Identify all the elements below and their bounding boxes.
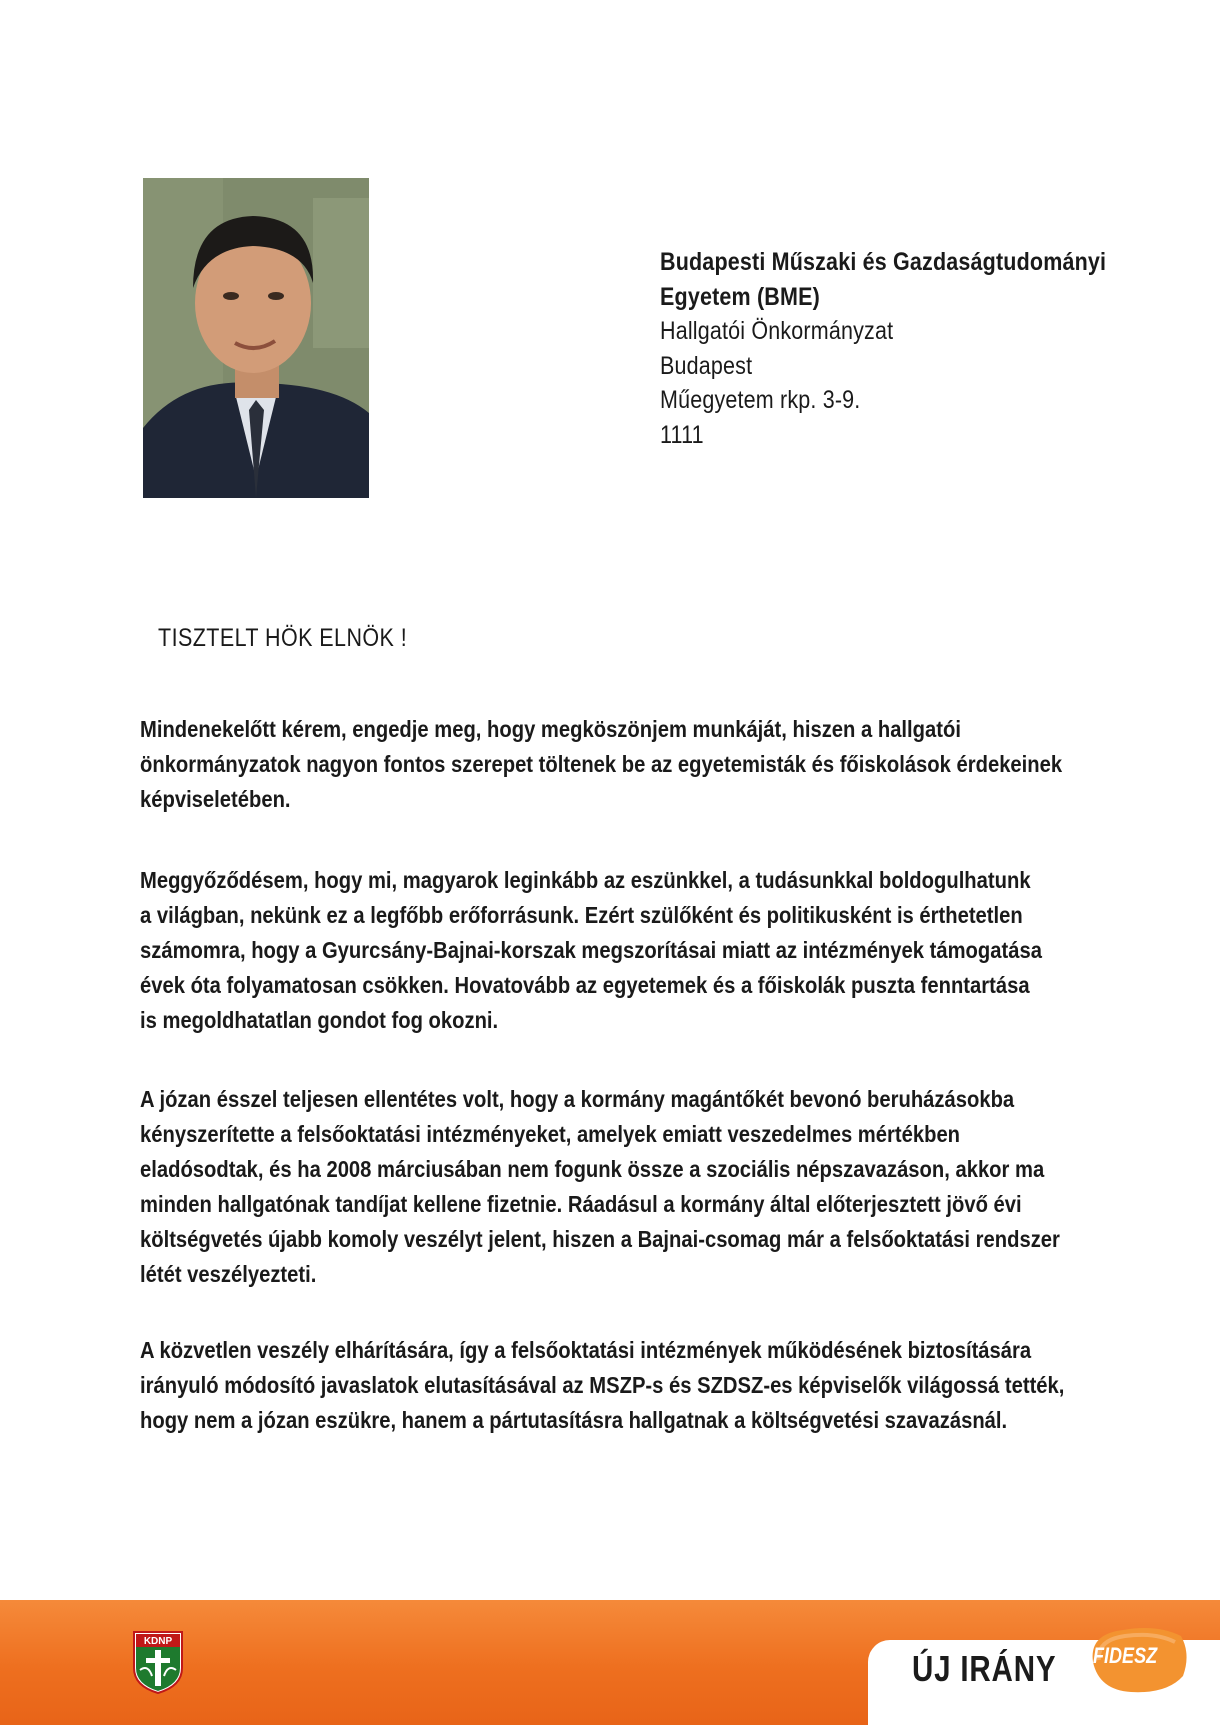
paragraph-line: kényszerítette a felsőoktatási intézményeket, amelyek emiatt veszedelmes mértékben [140, 1121, 961, 1147]
slogan-text: ÚJ IRÁNY [912, 1648, 1057, 1689]
address-line-street: Műegyetem rkp. 3-9. [660, 386, 861, 414]
paragraph-line: számomra, hogy a Gyurcsány-Bajnai-korszak megszorításai miatt az intézmények támogatása [140, 937, 1042, 963]
address-line-institution-abbr: Egyetem (BME) [660, 282, 820, 311]
portrait-photo [143, 178, 369, 498]
address-line-city: Budapest [660, 351, 753, 380]
recipient-address [660, 245, 1107, 452]
salutation: TISZTELT HÖK ELNÖK ! [158, 624, 408, 652]
paragraph-line: képviseletében. [140, 786, 291, 812]
kdnp-shield-icon [132, 1630, 184, 1695]
kdnp-shield-logo [132, 1630, 184, 1695]
paragraph-2 [140, 863, 1069, 1038]
paragraph-line: irányuló módosító javaslatok elutasításával az MSZP-s és SZDSZ-es képviselők világossá tették, [140, 1372, 1065, 1398]
paragraph-3 [140, 1082, 1069, 1292]
fidesz-logo-text: FIDESZ [1093, 1643, 1158, 1668]
paragraph-line: A józan ésszel teljesen ellentétes volt, hogy a kormány magántőkét bevonó beruházásokba [140, 1086, 1015, 1112]
paragraph-line: költségvetés újabb komoly veszélyt jelent, hiszen a Bajnai-csomag már a felsőoktatási rendszer [140, 1226, 1060, 1252]
paragraph-1 [140, 712, 1069, 817]
paragraph-line: létét veszélyezteti. [140, 1261, 317, 1287]
address-line-institution: Budapesti Műszaki és Gazdaságtudományi [660, 248, 1107, 276]
paragraph-line: hogy nem a józan eszükre, hanem a pártutasításra hallgatnak a költségvetési szavazásnál. [140, 1407, 1008, 1433]
address-line-postcode: 1111 [660, 420, 704, 449]
paragraph-line: is megoldhatatlan gondot fog okozni. [140, 1007, 499, 1033]
paragraph-line: Mindenekelőtt kérem, engedje meg, hogy megköszönjem munkáját, hiszen a hallgatói [140, 716, 961, 742]
address-line-department: Hallgatói Önkormányzat [660, 317, 894, 345]
paragraph-4 [140, 1333, 1069, 1438]
paragraph-line: Meggyőződésem, hogy mi, magyarok leginkább az eszünkkel, a tudásunkkal boldogulhatunk [140, 867, 1031, 893]
paragraph-line: minden hallgatónak tandíjat kellene fizetnie. Ráadásul a kormány által előterjesztett jövő évi [140, 1191, 1022, 1217]
paragraph-line: évek óta folyamatosan csökken. Hovatovább az egyetemek és a főiskolák puszta fenntartása [140, 972, 1030, 998]
kdnp-logo-text: KDNP [143, 1636, 173, 1647]
paragraph-line: önkormányzatok nagyon fontos szerepet töltenek be az egyetemisták és főiskolások érdekeinek [140, 751, 1063, 777]
portrait-illustration [143, 178, 369, 498]
paragraph-line: A közvetlen veszély elhárítására, így a felsőoktatási intézmények működésének biztosítására [140, 1337, 1032, 1363]
paragraph-line: a világban, nekünk ez a legfőbb erőforrásunk. Ezért szülőként és politikusként is érthetetlen [140, 902, 1023, 928]
paragraph-line: eladósodtak, és ha 2008 márciusában nem fogunk össze a szociális népszavazáson, akkor ma [140, 1156, 1045, 1182]
